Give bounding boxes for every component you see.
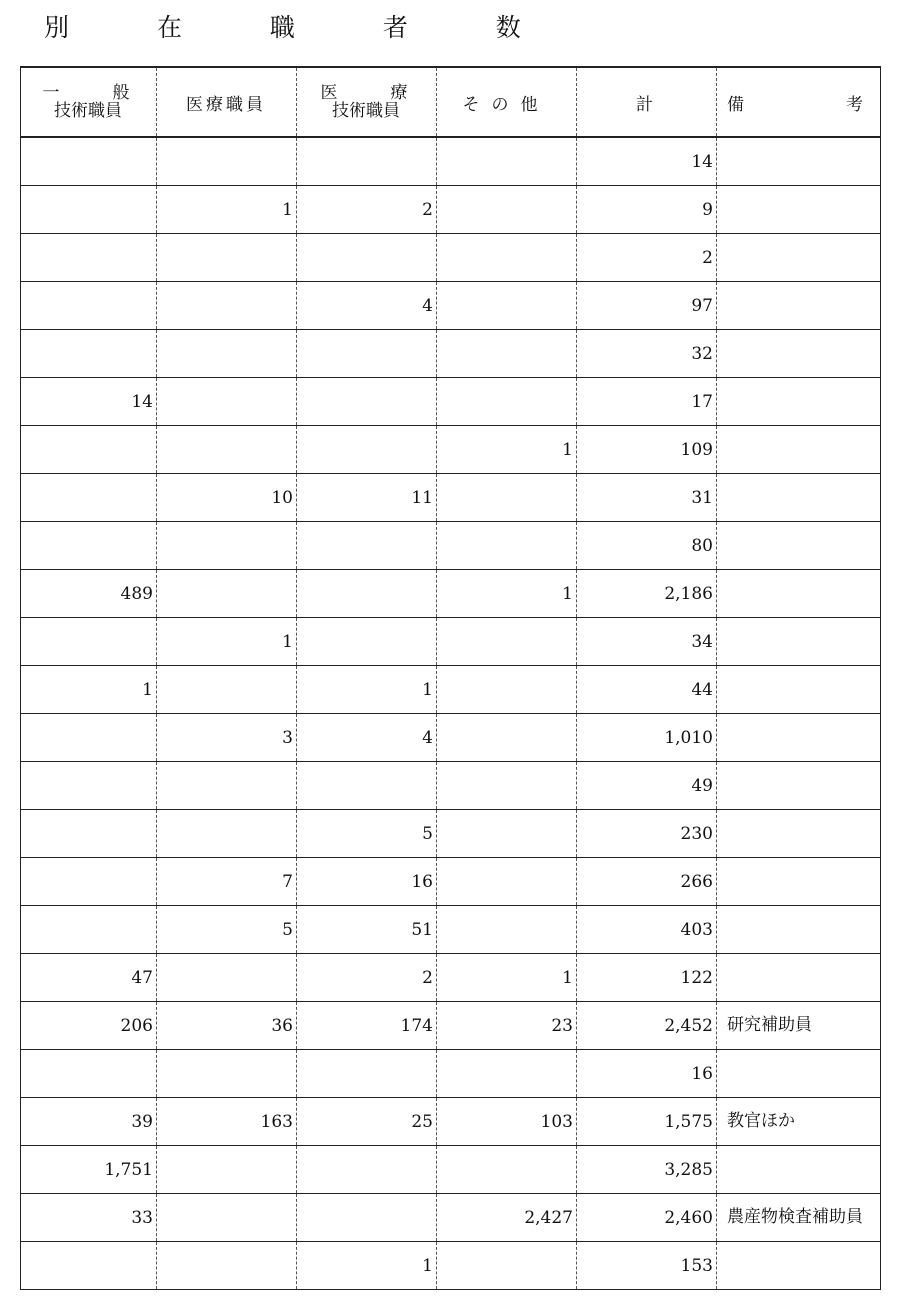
table-row — [21, 762, 881, 810]
cell-general-tech: 489 — [21, 570, 157, 618]
cell-medical-tech: 51 — [297, 906, 437, 954]
cell-remarks — [717, 378, 881, 426]
cell-remarks — [717, 1242, 881, 1290]
cell-medical — [157, 137, 297, 186]
cell-medical: 3 — [157, 714, 297, 762]
cell-total: 230 — [577, 810, 717, 858]
table-row — [21, 1146, 881, 1194]
header-general-tech: 一 般 技術職員 — [21, 67, 157, 137]
cell-total: 109 — [577, 426, 717, 474]
cell-medical-tech — [297, 1050, 437, 1098]
cell-general-tech — [21, 186, 157, 234]
cell-total: 9 — [577, 186, 717, 234]
cell-total: 2,452 — [577, 1002, 717, 1050]
cell-total: 1,010 — [577, 714, 717, 762]
header-total: 計 — [577, 67, 717, 137]
cell-remarks: 農産物検査補助員 — [717, 1194, 881, 1242]
cell-medical-tech: 1 — [297, 666, 437, 714]
cell-total: 97 — [577, 282, 717, 330]
cell-medical-tech — [297, 1146, 437, 1194]
table-row — [21, 858, 881, 906]
cell-medical — [157, 954, 297, 1002]
cell-total: 80 — [577, 522, 717, 570]
cell-total: 34 — [577, 618, 717, 666]
cell-remarks — [717, 714, 881, 762]
cell-remarks: 教官ほか — [717, 1098, 881, 1146]
cell-total: 3,285 — [577, 1146, 717, 1194]
cell-remarks — [717, 282, 881, 330]
cell-medical — [157, 330, 297, 378]
cell-other: 103 — [437, 1098, 577, 1146]
table-row — [21, 426, 881, 474]
cell-remarks — [717, 234, 881, 282]
cell-remarks: 研究補助員 — [717, 1002, 881, 1050]
cell-total: 2,460 — [577, 1194, 717, 1242]
table-row — [21, 1050, 881, 1098]
cell-other — [437, 1242, 577, 1290]
cell-remarks — [717, 186, 881, 234]
cell-general-tech — [21, 426, 157, 474]
cell-medical: 1 — [157, 186, 297, 234]
cell-medical: 1 — [157, 618, 297, 666]
cell-other: 1 — [437, 954, 577, 1002]
cell-general-tech — [21, 858, 157, 906]
cell-medical-tech — [297, 137, 437, 186]
cell-total: 17 — [577, 378, 717, 426]
cell-medical: 10 — [157, 474, 297, 522]
cell-general-tech — [21, 522, 157, 570]
cell-general-tech: 1 — [21, 666, 157, 714]
cell-general-tech — [21, 137, 157, 186]
cell-other — [437, 137, 577, 186]
cell-other — [437, 330, 577, 378]
cell-other: 2,427 — [437, 1194, 577, 1242]
cell-remarks — [717, 858, 881, 906]
cell-other: 1 — [437, 426, 577, 474]
cell-medical — [157, 522, 297, 570]
cell-other — [437, 618, 577, 666]
table-row — [21, 137, 881, 186]
table-body — [21, 137, 881, 1290]
table-row — [21, 282, 881, 330]
cell-medical: 5 — [157, 906, 297, 954]
cell-other — [437, 1050, 577, 1098]
cell-remarks — [717, 1050, 881, 1098]
table-row — [21, 618, 881, 666]
cell-remarks — [717, 1146, 881, 1194]
cell-total: 153 — [577, 1242, 717, 1290]
cell-remarks — [717, 426, 881, 474]
table-row — [21, 906, 881, 954]
cell-medical-tech: 5 — [297, 810, 437, 858]
cell-medical — [157, 1242, 297, 1290]
cell-medical-tech — [297, 426, 437, 474]
cell-medical — [157, 1194, 297, 1242]
cell-remarks — [717, 474, 881, 522]
table-row — [21, 186, 881, 234]
cell-remarks — [717, 137, 881, 186]
header-other: その他 — [437, 67, 577, 137]
cell-remarks — [717, 522, 881, 570]
cell-total: 266 — [577, 858, 717, 906]
cell-general-tech — [21, 906, 157, 954]
cell-total: 122 — [577, 954, 717, 1002]
cell-medical-tech — [297, 234, 437, 282]
cell-total: 32 — [577, 330, 717, 378]
cell-remarks — [717, 618, 881, 666]
cell-medical-tech: 16 — [297, 858, 437, 906]
cell-general-tech — [21, 714, 157, 762]
cell-general-tech: 39 — [21, 1098, 157, 1146]
table-row — [21, 666, 881, 714]
table-row — [21, 522, 881, 570]
cell-general-tech — [21, 282, 157, 330]
cell-medical: 36 — [157, 1002, 297, 1050]
cell-general-tech — [21, 1242, 157, 1290]
cell-total: 2,186 — [577, 570, 717, 618]
cell-remarks — [717, 954, 881, 1002]
cell-other — [437, 378, 577, 426]
cell-medical: 163 — [157, 1098, 297, 1146]
cell-medical-tech — [297, 378, 437, 426]
cell-medical-tech: 4 — [297, 714, 437, 762]
table-row — [21, 474, 881, 522]
cell-medical — [157, 1050, 297, 1098]
cell-other — [437, 522, 577, 570]
cell-medical-tech: 1 — [297, 1242, 437, 1290]
cell-general-tech: 33 — [21, 1194, 157, 1242]
cell-general-tech — [21, 234, 157, 282]
cell-medical-tech: 25 — [297, 1098, 437, 1146]
cell-medical — [157, 234, 297, 282]
cell-medical-tech — [297, 618, 437, 666]
cell-total: 49 — [577, 762, 717, 810]
header-remarks: 備 考 — [717, 67, 881, 137]
cell-total: 14 — [577, 137, 717, 186]
table-row — [21, 810, 881, 858]
cell-medical-tech: 11 — [297, 474, 437, 522]
table-row — [21, 378, 881, 426]
cell-general-tech — [21, 330, 157, 378]
cell-medical — [157, 282, 297, 330]
cell-other — [437, 762, 577, 810]
cell-remarks — [717, 906, 881, 954]
cell-other — [437, 858, 577, 906]
cell-medical — [157, 762, 297, 810]
cell-total: 44 — [577, 666, 717, 714]
cell-other — [437, 666, 577, 714]
header-medical: 医療職員 — [157, 67, 297, 137]
header-medical-tech: 医 療 技術職員 — [297, 67, 437, 137]
cell-medical-tech — [297, 570, 437, 618]
cell-other — [437, 234, 577, 282]
cell-medical-tech — [297, 1194, 437, 1242]
table-row — [21, 1194, 881, 1242]
cell-remarks — [717, 762, 881, 810]
cell-medical — [157, 378, 297, 426]
cell-remarks — [717, 330, 881, 378]
table-row — [21, 330, 881, 378]
table-row — [21, 1242, 881, 1290]
cell-medical-tech: 2 — [297, 954, 437, 1002]
cell-general-tech: 206 — [21, 1002, 157, 1050]
cell-other — [437, 186, 577, 234]
cell-other — [437, 282, 577, 330]
cell-medical-tech — [297, 330, 437, 378]
cell-medical — [157, 666, 297, 714]
table-row — [21, 1002, 881, 1050]
table-row — [21, 234, 881, 282]
cell-medical — [157, 1146, 297, 1194]
cell-remarks — [717, 570, 881, 618]
cell-other — [437, 1146, 577, 1194]
cell-medical: 7 — [157, 858, 297, 906]
cell-general-tech — [21, 810, 157, 858]
cell-other — [437, 714, 577, 762]
cell-general-tech: 14 — [21, 378, 157, 426]
header-row — [21, 67, 881, 137]
page-title: 別 在 職 者 数 — [44, 13, 561, 42]
cell-total: 31 — [577, 474, 717, 522]
cell-general-tech — [21, 1050, 157, 1098]
cell-general-tech — [21, 618, 157, 666]
table-row — [21, 1098, 881, 1146]
cell-medical — [157, 570, 297, 618]
cell-remarks — [717, 666, 881, 714]
cell-medical-tech: 2 — [297, 186, 437, 234]
cell-total: 16 — [577, 1050, 717, 1098]
cell-medical — [157, 810, 297, 858]
cell-medical-tech — [297, 762, 437, 810]
staff-count-table — [20, 66, 881, 1290]
cell-total: 1,575 — [577, 1098, 717, 1146]
cell-general-tech: 1,751 — [21, 1146, 157, 1194]
cell-medical — [157, 426, 297, 474]
table-row — [21, 570, 881, 618]
cell-other — [437, 906, 577, 954]
cell-medical-tech: 174 — [297, 1002, 437, 1050]
cell-other: 23 — [437, 1002, 577, 1050]
cell-general-tech — [21, 474, 157, 522]
cell-other — [437, 810, 577, 858]
cell-general-tech: 47 — [21, 954, 157, 1002]
cell-general-tech — [21, 762, 157, 810]
table-row — [21, 954, 881, 1002]
cell-total: 2 — [577, 234, 717, 282]
cell-remarks — [717, 810, 881, 858]
cell-medical-tech — [297, 522, 437, 570]
cell-other: 1 — [437, 570, 577, 618]
table-row — [21, 714, 881, 762]
cell-medical-tech: 4 — [297, 282, 437, 330]
cell-other — [437, 474, 577, 522]
cell-total: 403 — [577, 906, 717, 954]
